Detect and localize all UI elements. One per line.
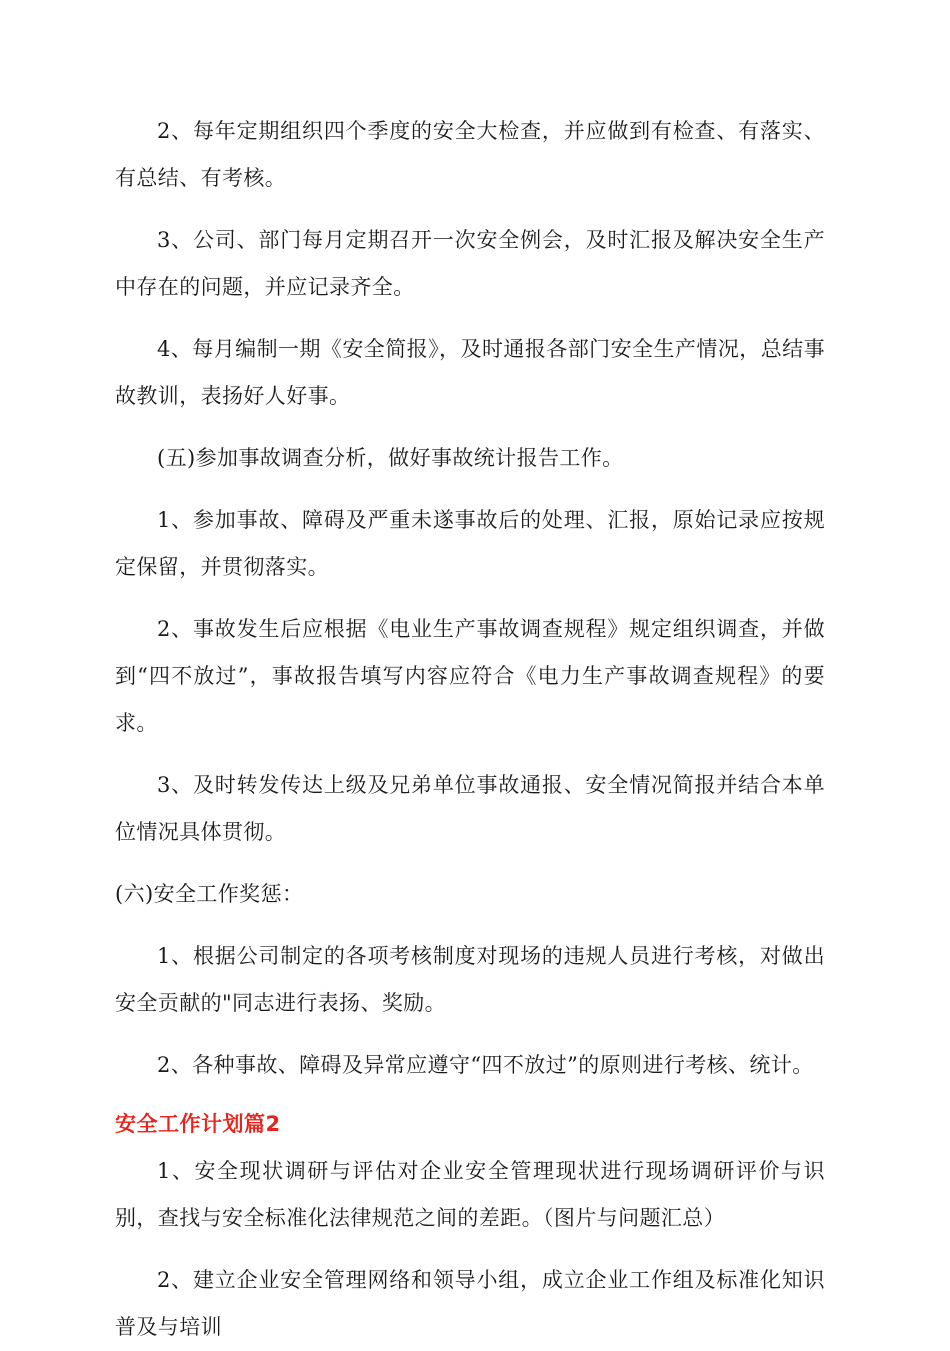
section-1 <box>115 108 825 1089</box>
paragraph-11: 1、安全现状调研与评估对企业安全管理现状进行现场调研评价与识别，查找与安全标准化法律规范之间的差距。（图片与问题汇总） <box>115 1159 825 1230</box>
paragraph-3: 4、每月编制一期《安全简报》，及时通报各部门安全生产情况，总结事故教训，表扬好人好事。 <box>115 337 825 408</box>
paragraph-7: 3、及时转发传达上级及兄弟单位事故通报、安全情况简报并结合本单位情况具体贯彻。 <box>115 773 825 844</box>
paragraph-10: 2、各种事故、障碍及异常应遵守“四不放过”的原则进行考核、统计。 <box>157 1053 814 1077</box>
paragraph-2: 3、公司、部门每月定期召开一次安全例会，及时汇报及解决安全生产中存在的问题，并应记录齐全。 <box>115 228 825 299</box>
paragraph-8: (六)安全工作奖惩： <box>115 882 304 906</box>
paragraph-5: 1、参加事故、障碍及严重未遂事故后的处理、汇报，原始记录应按规定保留，并贯彻落实。 <box>115 508 825 579</box>
paragraph-1: 2、每年定期组织四个季度的安全大检查，并应做到有检查、有落实、有总结、有考核。 <box>115 119 825 190</box>
paragraph-6: 2、事故发生后应根据《电业生产事故调查规程》规定组织调查，并做到“四不放过”，事故报告填写内容应符合《电力生产事故调查规程》的要求。 <box>115 617 825 735</box>
paragraph-4: (五)参加事故调查分析，做好事故统计报告工作。 <box>157 446 624 470</box>
section-heading: 安全工作计划篇2 <box>115 1112 281 1136</box>
paragraph-9: 1、根据公司制定的各项考核制度对现场的违规人员进行考核，对做出安全贡献的"同志进行表扬、奖励。 <box>115 944 825 1015</box>
section-2 <box>115 1148 825 1351</box>
document-page <box>115 108 825 1351</box>
paragraph-12: 2、建立企业安全管理网络和领导小组，成立企业工作组及标准化知识普及与培训 <box>115 1268 825 1339</box>
